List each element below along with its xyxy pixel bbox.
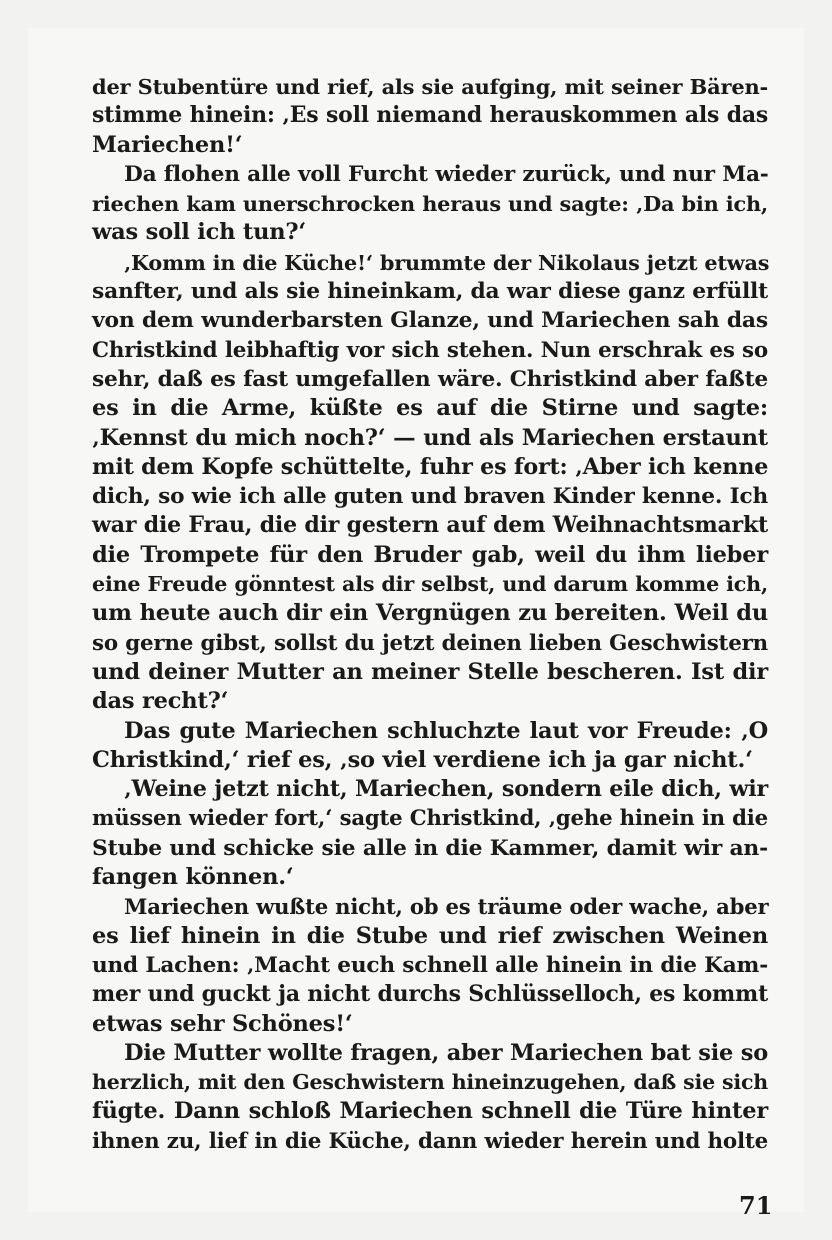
text-line: der Stubentüre und rief, als sie aufging, mit seiner Bären-: [92, 74, 768, 99]
text-line: Christkind leibhaftig vor sich stehen. Nun erschrak es so: [92, 337, 768, 363]
text-line: und Lachen: ‚Macht euch schnell alle hinein in die Kam-: [92, 952, 768, 978]
page-number: 71: [739, 1191, 773, 1220]
text-line: ‚Weine jetzt nicht, Mariechen, sondern eile dich, wir: [124, 776, 769, 803]
text-line: und deiner Mutter an meiner Stelle bescheren. Ist dir: [92, 658, 768, 685]
text-line: um heute auch dir ein Vergnügen zu bereiten. Weil du: [92, 600, 768, 627]
text-line: sanfter, und als sie hineinkam, da war diese ganz erfüllt: [92, 279, 768, 305]
text-line: Christkind,‘ rief es, ‚so viel verdiene ich ja gar nicht.‘: [92, 746, 753, 773]
text-line: herzlich, mit den Geschwistern hineinzugehen, daß sie sich: [92, 1070, 768, 1095]
text-line: müssen wieder fort,‘ sagte Christkind, ‚gehe hinein in die: [92, 806, 768, 832]
text-line: ‚Komm in die Küche!‘ brummte der Nikolaus jetzt etwas: [124, 249, 770, 275]
text-line: Da flohen alle voll Furcht wieder zurück, und nur Ma-: [124, 161, 769, 187]
text-line: ihnen zu, lief in die Küche, dann wieder herein und holte: [92, 1128, 768, 1154]
text-line: Die Mutter wollte fragen, aber Mariechen bat sie so: [124, 1039, 769, 1066]
text-line: war die Frau, die dir gestern auf dem Weihnachtsmarkt: [92, 512, 768, 539]
text-line: Mariechen wußte nicht, ob es träume oder wache, aber: [124, 894, 769, 920]
text-line: eine Freude gönntest als dir selbst, und darum komme ich,: [92, 572, 768, 597]
text-line: es lief hinein in die Stube und rief zwischen Weinen: [92, 922, 768, 949]
text-line: etwas sehr Schönes!‘: [92, 1010, 353, 1037]
text-line: von dem wunderbarsten Glanze, und Mariechen sah das: [92, 307, 768, 334]
text-line: Stube und schicke sie alle in die Kammer, damit wir an-: [92, 834, 768, 861]
text-line: mit dem Kopfe schüttelte, fuhr es fort: ‚Aber ich kenne: [92, 453, 769, 480]
text-line: Mariechen!‘: [92, 131, 243, 158]
text-line: Das gute Mariechen schluchzte laut vor Freude: ‚O: [124, 717, 768, 744]
text-line: sehr, daß es fast umgefallen wäre. Christkind aber faßte: [92, 366, 768, 392]
text-line: die Trompete für den Bruder gab, weil du ihm lieber: [92, 541, 768, 568]
book-page: [28, 28, 804, 1220]
text-line: fügte. Dann schloß Mariechen schnell die Türe hinter: [92, 1098, 768, 1125]
text-line: das recht?‘: [92, 688, 229, 715]
text-line: es in die Arme, küßte es auf die Stirne und sagte:: [92, 395, 768, 422]
text-line: stimme hinein: ‚Es soll niemand herauskommen als das: [92, 102, 768, 129]
body-text: [92, 72, 768, 1156]
text-line: ‚Kennst du mich noch?‘ — und als Mariechen erstaunt: [92, 424, 768, 451]
text-line: fangen können.‘: [92, 864, 294, 891]
text-line: dich, so wie ich alle guten und braven Kinder kenne. Ich: [92, 484, 768, 510]
text-line: riechen kam unerschrocken heraus und sagte: ‚Da bin ich,: [92, 191, 768, 217]
text-line: was soll ich tun?‘: [92, 219, 307, 246]
text-line: so gerne gibst, sollst du jetzt deinen lieben Geschwistern: [92, 630, 768, 656]
text-line: mer und guckt ja nicht durchs Schlüsselloch, es kommt: [92, 981, 768, 1008]
